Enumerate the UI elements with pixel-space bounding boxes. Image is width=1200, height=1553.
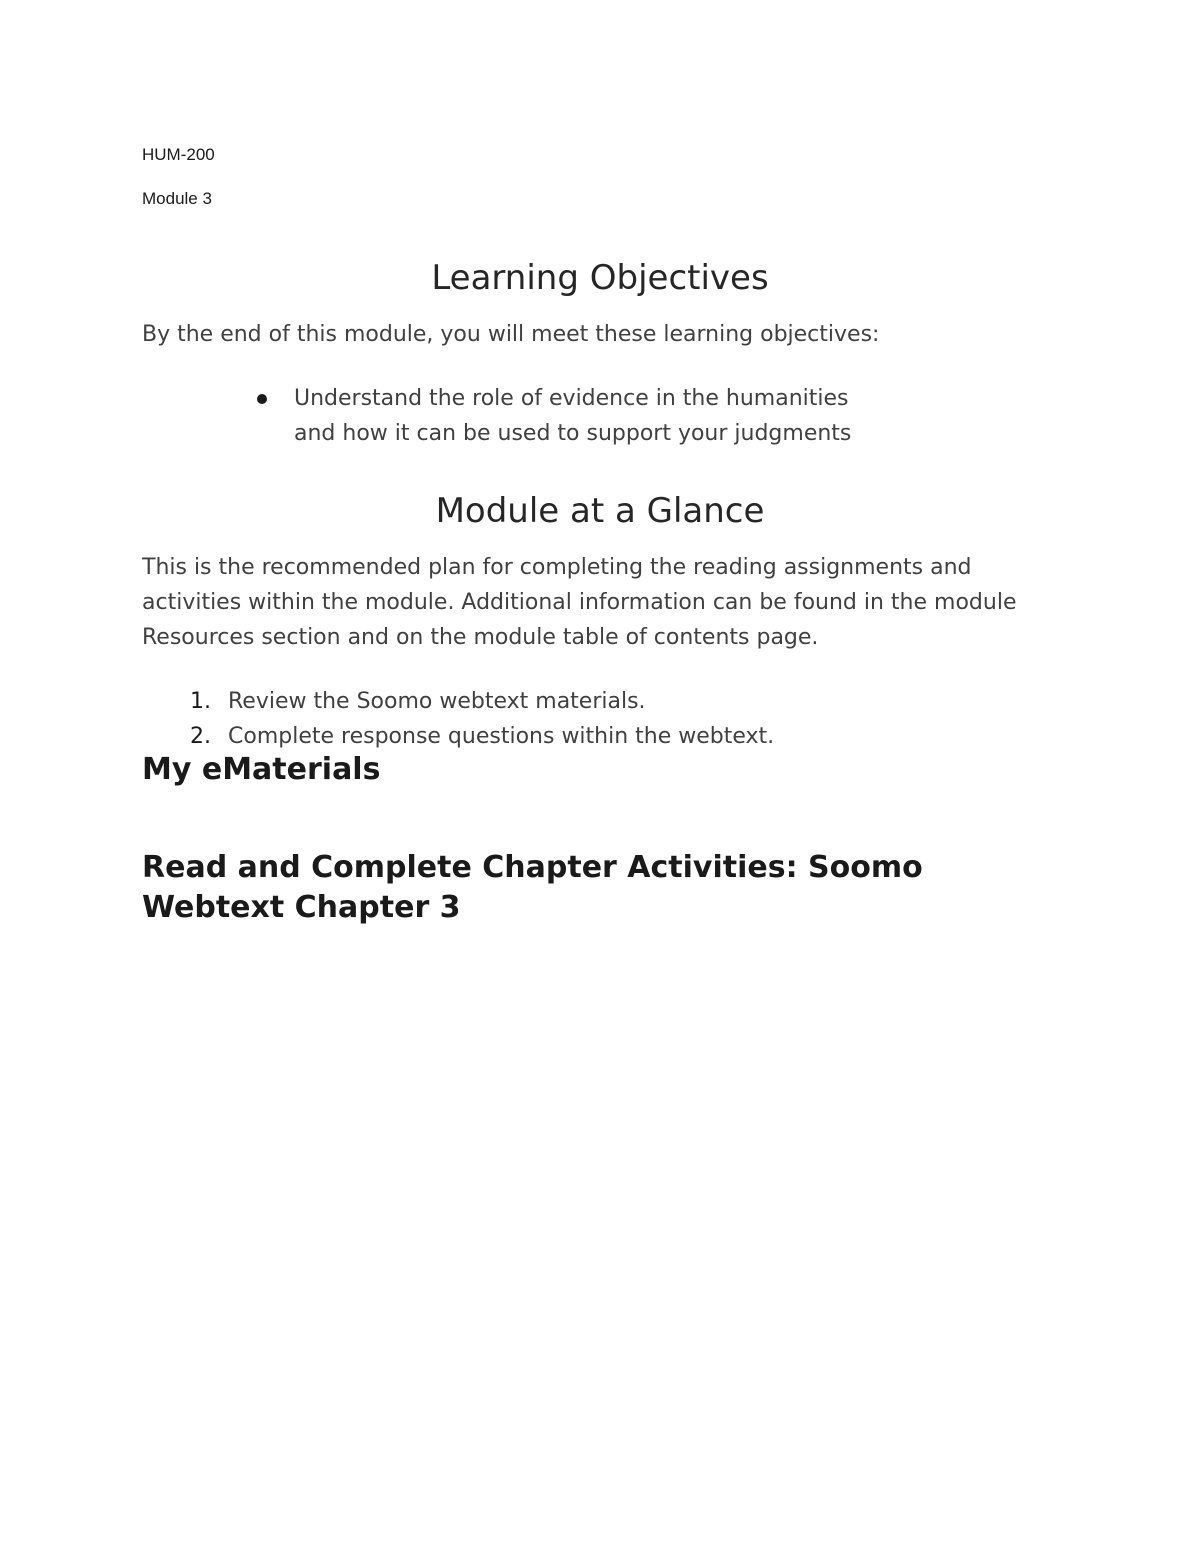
module-glance-heading: Module at a Glance [435, 491, 765, 531]
bullet-icon [257, 394, 267, 404]
step-text: Review the Soomo webtext materials. [228, 689, 646, 714]
learning-objectives-heading: Learning Objectives [431, 258, 769, 298]
objective-text: Understand the role of evidence in the humanities and how it can be used to support your judgments [294, 386, 852, 446]
course-code: HUM-200 [142, 145, 215, 164]
module-label: Module 3 [142, 189, 212, 208]
read-complete-heading: Read and Complete Chapter Activities: Soomo Webtext Chapter 3 [142, 850, 923, 925]
step-number: 1. [190, 689, 211, 714]
step-text: Complete response questions within the webtext. [228, 724, 775, 749]
step-item [142, 684, 1042, 719]
ematerials-heading: My eMaterials [142, 752, 381, 787]
steps-list [142, 684, 1042, 754]
objectives-list [142, 381, 1042, 451]
module-glance-intro: This is the recommended plan for completing the reading assignments and activities within the module. Additional information can be found in the module Resources section and on the module table of contents page. [142, 555, 1017, 650]
learning-objectives-intro: By the end of this module, you will meet these learning objectives: [142, 322, 880, 347]
step-item [142, 719, 1042, 754]
objective-item [142, 381, 894, 451]
step-number: 2. [190, 724, 211, 749]
